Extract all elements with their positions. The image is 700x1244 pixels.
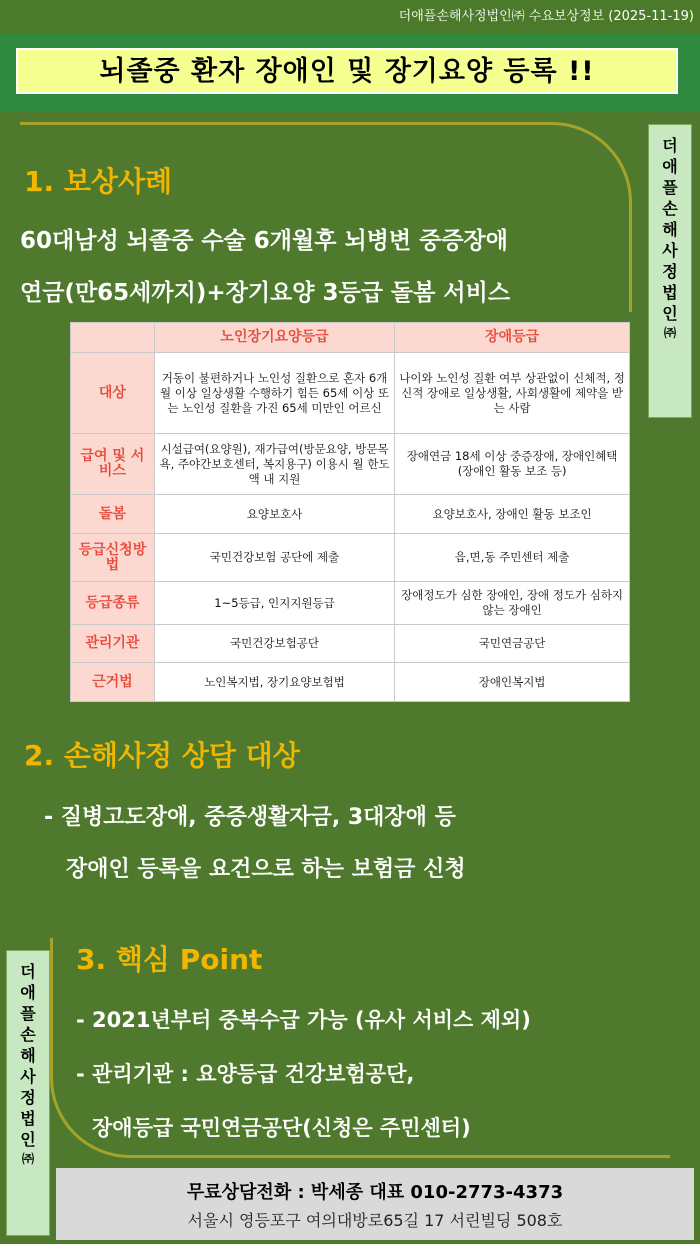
section1-line2: 연금(만65세까지)+장기요양 3등급 돌봄 서비스 xyxy=(20,280,511,306)
section1-heading: 1. 보상사례 xyxy=(24,165,173,198)
table-cell: 노인복지법, 장기요양보험법 xyxy=(154,663,394,702)
header-meta-bar xyxy=(0,0,700,34)
table-corner xyxy=(71,323,155,353)
contact-footer xyxy=(56,1168,694,1240)
table-cell: 요양보호사, 장애인 활동 보조인 xyxy=(395,495,630,534)
table-cell: 1~5등급, 인지지원등급 xyxy=(154,582,394,625)
section2-line2: 장애인 등록을 요건으로 하는 보험금 신청 xyxy=(66,857,466,882)
row-label: 등급종류 xyxy=(71,582,155,625)
vertical-company-label-bottom xyxy=(6,950,50,1236)
table-cell: 시설급여(요양원), 재가급여(방문요양, 방문목욕, 주야간보호센터, 복지용구) 이용시 월 한도액 내 지원 xyxy=(154,434,394,495)
label-char: 손 xyxy=(20,1025,36,1044)
section3-line3: 장애등급 국민연금공단(신청은 주민센터) xyxy=(92,1116,471,1140)
section3-line2: - 관리기관 : 요양등급 건강보험공단, xyxy=(76,1062,415,1086)
label-char: 사 xyxy=(20,1067,36,1086)
label-char: 해 xyxy=(662,220,678,239)
header-meta-text: 더애플손해사정법인㈜ 수요보상정보 (2025-11-19) xyxy=(398,9,694,24)
table-header-ltc: 노인장기요양등급 xyxy=(154,323,394,353)
contact-phone: 무료상담전화 : 박세종 대표 010-2773-4373 xyxy=(186,1182,564,1203)
table-cell: 거동이 불편하거나 노인성 질환으로 혼자 6개월 이상 일상생활 수행하기 힘든 65세 이상 또는 노인성 질환을 가진 65세 미만인 어르신 xyxy=(154,353,394,434)
label-char: 사 xyxy=(662,241,678,260)
row-label: 등급신청방법 xyxy=(71,533,155,582)
row-label: 급여 및 서비스 xyxy=(71,434,155,495)
page-title: 뇌졸중 환자 장애인 및 장기요양 등록 !! xyxy=(99,56,595,87)
label-char: ㈜ xyxy=(663,326,676,340)
label-char: 손 xyxy=(662,199,678,218)
row-label: 돌봄 xyxy=(71,495,155,534)
section2-line1: - 질병고도장애, 중증생활자금, 3대장애 등 xyxy=(44,805,456,830)
table-cell: 요양보호사 xyxy=(154,495,394,534)
label-char: 정 xyxy=(20,1088,36,1107)
label-char: 인 xyxy=(20,1130,36,1149)
label-char: 플 xyxy=(662,178,678,197)
table-cell: 국민건강보험 공단에 제출 xyxy=(154,533,394,582)
label-char: 애 xyxy=(662,157,678,176)
table-cell: 장애정도가 심한 장애인, 장애 정도가 심하지 않는 장애인 xyxy=(395,582,630,625)
table-header-disability: 장애등급 xyxy=(395,323,630,353)
title-box xyxy=(16,48,678,94)
table-cell: 국민건강보험공단 xyxy=(154,624,394,663)
section1-line1: 60대남성 뇌졸중 수술 6개월후 뇌병변 중증장애 xyxy=(20,228,508,254)
section2-heading: 2. 손해사정 상담 대상 xyxy=(24,739,300,772)
contact-address: 서울시 영등포구 여의대방로65길 17 서린빌딩 508호 xyxy=(187,1211,563,1230)
vertical-company-label-top xyxy=(648,124,692,418)
table-cell: 장애연금 18세 이상 중증장애, 장애인혜택(장애인 활동 보조 등) xyxy=(395,434,630,495)
section3-heading: 3. 핵심 Point xyxy=(76,943,263,976)
table-cell: 국민연금공단 xyxy=(395,624,630,663)
label-char: 애 xyxy=(20,983,36,1002)
comparison-table xyxy=(70,322,630,702)
label-char: 더 xyxy=(20,962,36,981)
row-label: 대상 xyxy=(71,353,155,434)
label-char: 인 xyxy=(662,304,678,323)
label-char: 더 xyxy=(662,136,678,155)
row-label: 관리기관 xyxy=(71,624,155,663)
table-cell: 읍,면,동 주민센터 제출 xyxy=(395,533,630,582)
label-char: 법 xyxy=(662,283,678,302)
table-cell: 장애인복지법 xyxy=(395,663,630,702)
label-char: 플 xyxy=(20,1004,36,1023)
table-cell: 나이와 노인성 질환 여부 상관없이 신체적, 정신적 장애로 일상생활, 사회생활에 제약을 받는 사람 xyxy=(395,353,630,434)
label-char: 법 xyxy=(20,1109,36,1128)
label-char: 해 xyxy=(20,1046,36,1065)
title-banner xyxy=(0,34,700,112)
label-char: ㈜ xyxy=(21,1152,34,1166)
label-char: 정 xyxy=(662,262,678,281)
row-label: 근거법 xyxy=(71,663,155,702)
section3-line1: - 2021년부터 중복수급 가능 (유사 서비스 제외) xyxy=(76,1008,531,1032)
